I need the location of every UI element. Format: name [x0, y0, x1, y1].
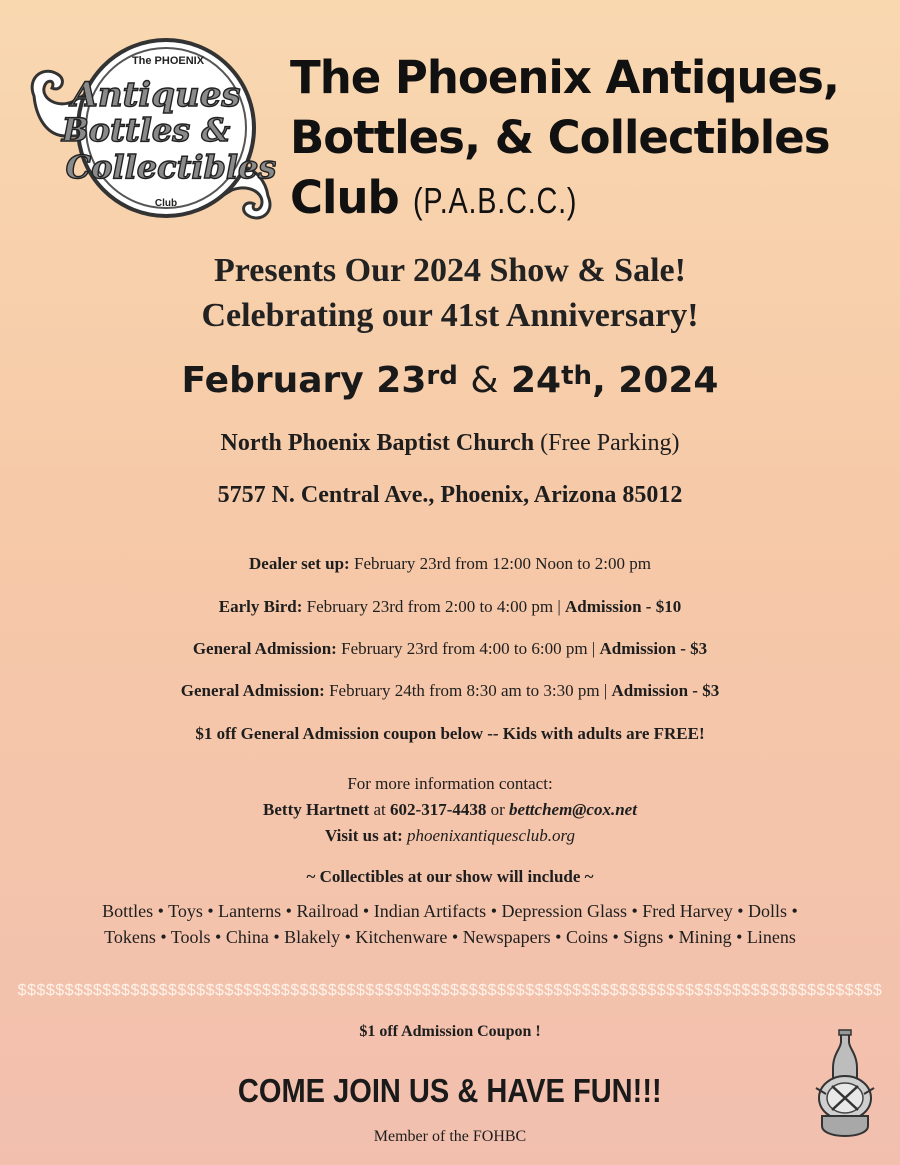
title-line-1: The Phoenix Antiques, — [290, 51, 839, 104]
venue-note: (Free Parking) — [540, 430, 680, 456]
venue-name: North Phoenix Baptist Church — [220, 430, 535, 456]
member-note: Member of the FOHBC — [373, 1128, 527, 1145]
title-line-3 — [290, 168, 890, 231]
schedule-row: General Admission: February 24th from 8:30 am to 3:30 pm | Admission - $3 — [180, 681, 720, 700]
logo-line-bottles: Bottles & — [61, 111, 231, 149]
logo-line-antiques: Antiques — [71, 75, 241, 115]
schedule-row: Dealer set up: February 23rd from 12:00 Noon to 2:00 pm — [249, 554, 651, 573]
website-link[interactable]: phoenixantiquesclub.org — [407, 826, 575, 845]
collectibles-line-2: Tokens • Tools • China • Blakely • Kitchenware • Newspapers • Coins • Signs • Mining • Linens — [104, 927, 796, 947]
presents-heading — [0, 248, 900, 338]
contact-phone[interactable]: 602-317-4438 — [390, 800, 487, 819]
contact-info — [0, 771, 900, 849]
logo-top-text: The PHOENIX — [131, 55, 205, 67]
contact-line: Betty Hartnett at 602-317-4438 or bettchem@cox.net — [263, 800, 637, 819]
presents-line-1: Presents Our 2024 Show & Sale! — [214, 252, 686, 289]
fohbc-badge-icon — [810, 1028, 880, 1143]
collectibles-list — [0, 898, 900, 950]
contact-name: Betty Hartnett — [263, 800, 370, 819]
collectibles-heading: ~ Collectibles at our show will include ~ — [306, 867, 594, 886]
schedule-row: General Admission: February 23rd from 4:00 to 6:00 pm | Admission - $3 — [192, 639, 708, 658]
contact-email[interactable]: bettchem@cox.net — [509, 800, 637, 819]
collectibles-line-1: Bottles • Toys • Lanterns • Railroad • Indian Artifacts • Depression Glass • Fred Harvey • Dolls • — [102, 901, 798, 921]
venue-line — [0, 430, 900, 457]
page-title — [290, 48, 890, 231]
contact-intro: For more information contact: — [347, 774, 553, 793]
website-line — [0, 823, 900, 849]
event-date: February 23rd & 24th, 2024 — [181, 360, 719, 401]
title-abbreviation: (P.A.B.C.C.) — [413, 180, 578, 221]
website-label: Visit us at: — [325, 826, 403, 845]
coupon-title: $1 off Admission Coupon ! — [359, 1023, 541, 1040]
logo-line-collectibles: Collectibles — [65, 148, 276, 186]
coupon-note: $1 off General Admission coupon below -- Kids with adults are FREE! — [195, 724, 705, 743]
title-line-2: Bottles, & Collectibles — [290, 111, 830, 164]
title-club: Club — [290, 171, 399, 224]
logo-bottom-text: Club — [154, 198, 178, 209]
venue-address: 5757 N. Central Ave., Phoenix, Arizona 85012 — [217, 482, 683, 508]
presents-line-2: Celebrating our 41st Anniversary! — [201, 297, 699, 334]
dollar-divider: $$$$$$$$$$$$$$$$$$$$$$$$$$$$$$$$$$$$$$$$$$$$$$$$$$$$$$$$$$$$$$$$$$$$$$$$$$$$$$$$$$$$$$$$$$$$ — [17, 982, 883, 999]
club-logo — [26, 36, 276, 226]
join-banner: COME JOIN US & HAVE FUN!!! — [238, 1072, 662, 1109]
schedule-row: Early Bird: February 23rd from 2:00 to 4:00 pm | Admission - $10 — [218, 597, 682, 616]
